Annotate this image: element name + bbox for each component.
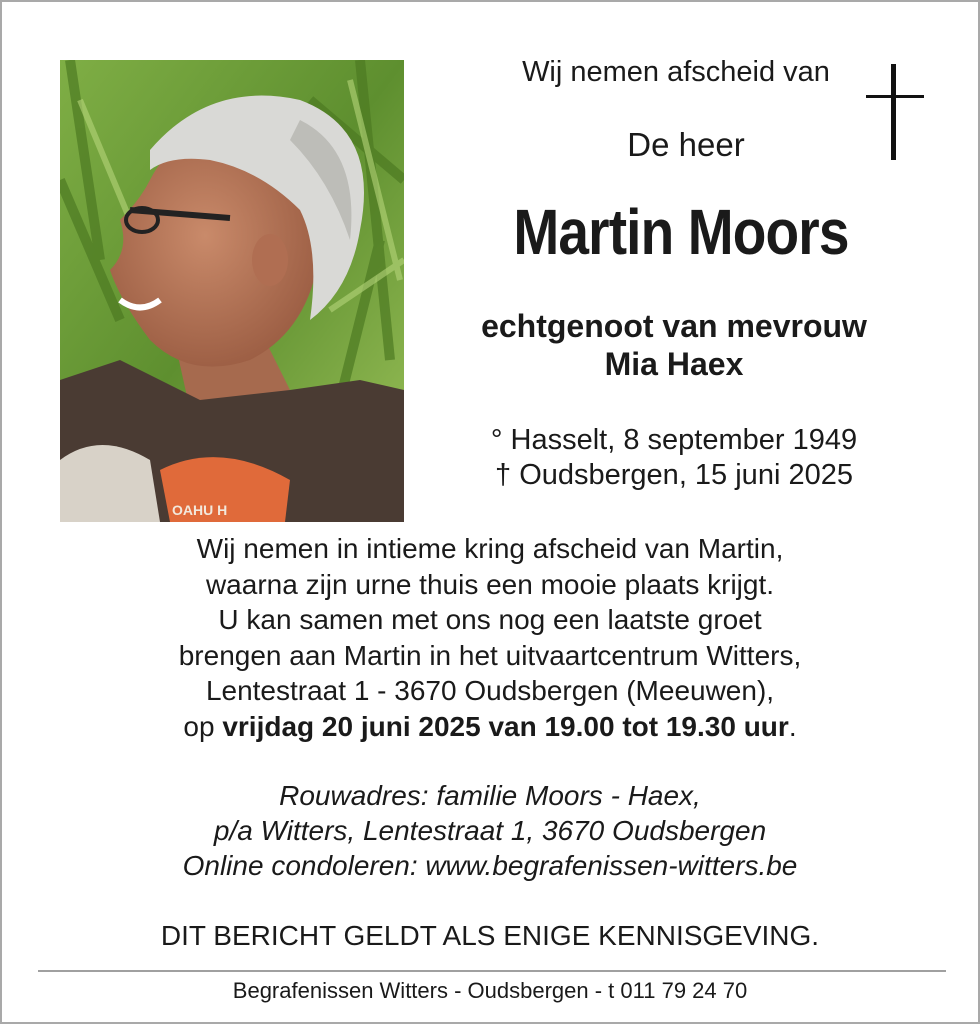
portrait-photo [60,60,404,522]
spouse-line: echtgenoot van mevrouw [481,308,867,344]
message-line: Lentestraat 1 - 3670 Oudsbergen (Meeuwen), [205,675,775,706]
deceased-name: Martin Moors [513,196,849,268]
message-line: U kan samen met ons nog een laatste groet [218,604,762,635]
intro-line: Wij nemen afscheid van [522,56,830,88]
message-line: brengen aan Martin in het uitvaartcentrum Witters, [178,639,802,671]
condolence-link[interactable]: Online condoleren: www.begrafenissen-witters.be [182,850,798,881]
message-line [2,709,978,745]
portrait-illustration [60,60,404,522]
birth-date: ° Hasselt, 8 september 1949 [490,424,858,456]
address-line: Rouwadres: familie Moors - Haex, [279,780,701,811]
death-date: † Oudsbergen, 15 juni 2025 [495,459,853,491]
message-line: Wij nemen in intieme kring afscheid van Martin, [196,533,784,564]
shirt-print-text: OAHU H [172,502,228,518]
address-line: p/a Witters, Lentestraat 1, 3670 Oudsbergen [213,815,767,846]
mourning-address [2,778,978,883]
message-line: waarna zijn urne thuis een mooie plaats krijgt. [205,568,775,600]
funeral-home-footer: Begrafenissen Witters - Oudsbergen - t 011 79 24 70 [232,978,748,1003]
spouse-name: Mia Haex [604,346,744,382]
farewell-message [2,531,978,744]
notice-statement: DIT BERICHT GELDT ALS ENIGE KENNISGEVING. [160,920,820,951]
message-suffix: . [788,710,797,742]
divider [38,970,946,972]
message-prefix: op [183,710,215,742]
honorific: De heer [627,126,745,163]
ceremony-datetime: vrijdag 20 juni 2025 van 19.00 tot 19.30 uur [222,710,789,742]
